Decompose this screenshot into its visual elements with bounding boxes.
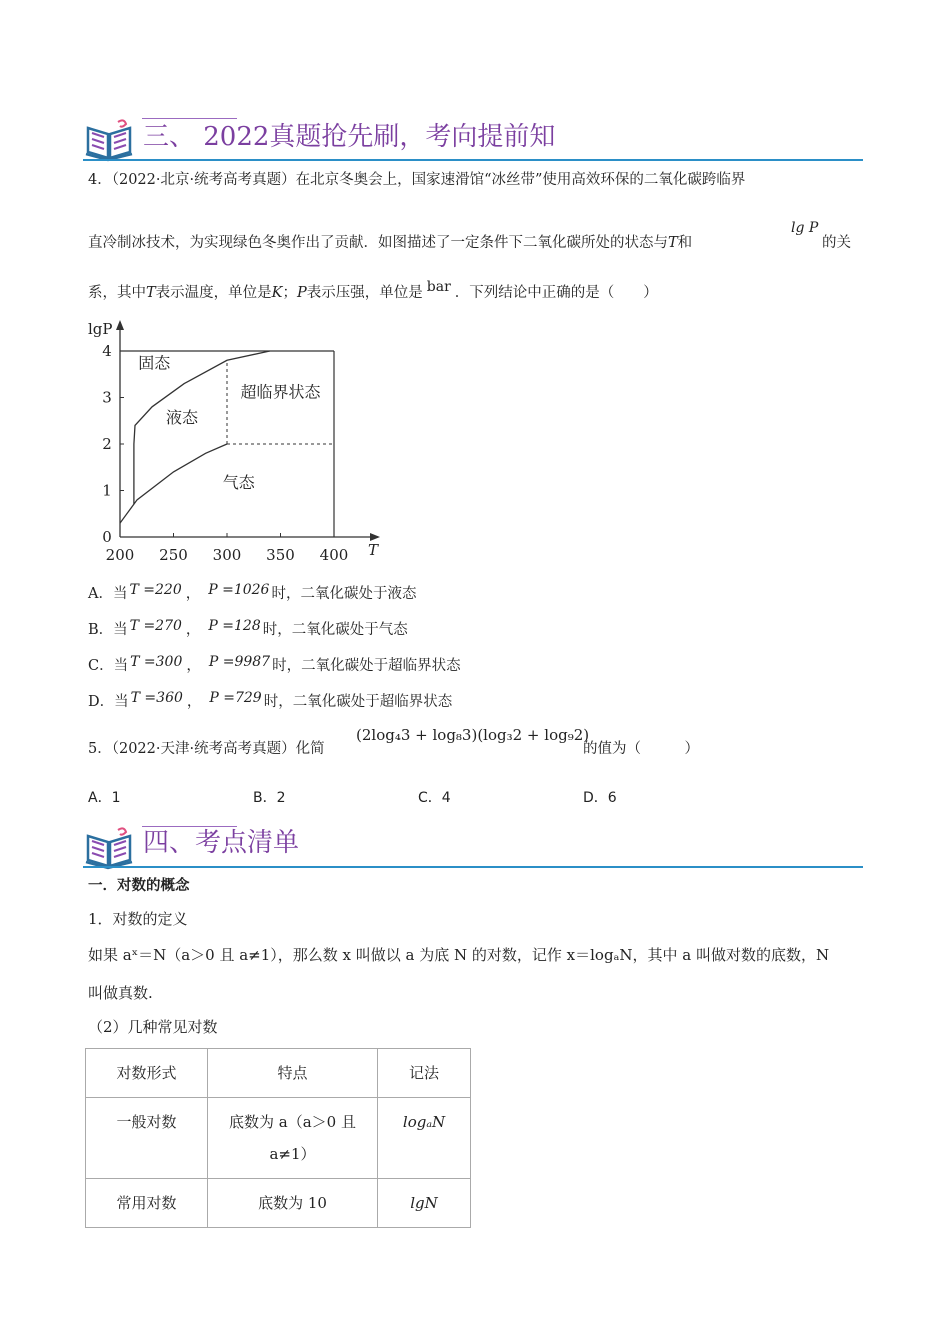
q4-option-tail: 时，二氧化碳处于超临界状态 xyxy=(272,658,461,674)
q4-option-T: T =360 xyxy=(130,690,183,706)
table-row xyxy=(86,1098,471,1179)
table-header-row xyxy=(86,1049,471,1098)
y-axis-arrow xyxy=(116,320,124,330)
unit-bar: bar xyxy=(426,279,451,295)
table-cell-line: 底数为 a（a＞0 且 xyxy=(229,1113,356,1131)
book-icon xyxy=(84,826,136,870)
q4-line3 xyxy=(88,279,658,304)
x-tick-label: 350 xyxy=(266,546,295,564)
table-cell: 一般对数 xyxy=(86,1098,208,1179)
y-tick-label: 4 xyxy=(102,342,112,360)
y-tick-label: 0 xyxy=(102,528,112,546)
kp-definition-2: 叫做真数. xyxy=(88,984,153,1002)
q5-text-b: 的值为（ ） xyxy=(583,741,699,757)
q4-option-sep: ， xyxy=(186,694,202,710)
kp-definition-1: 如果 aˣ＝N（a＞0 且 a≠1），那么数 x 叫做以 a 为底 N 的对数，记作 x＝logₐN，其中 a 叫做对数的底数，N xyxy=(88,946,830,964)
x-tick-label: 300 xyxy=(212,546,242,564)
region-label: 气态 xyxy=(222,473,255,493)
y-axis-label: lgP xyxy=(88,320,113,338)
x-tick-label: 200 xyxy=(105,546,135,564)
section-title: 四、考点清单 xyxy=(143,828,300,858)
q4-option-label: A．当 xyxy=(88,586,128,602)
x-tick-label: 250 xyxy=(159,546,188,564)
q4-option-sep: ， xyxy=(186,658,201,674)
q5-option-d: D．6 xyxy=(583,790,617,806)
var-t2: T xyxy=(146,285,156,301)
q4-option-tail: 时，二氧化碳处于超临界状态 xyxy=(263,694,453,710)
q4-option-tail: 时，二氧化碳处于液态 xyxy=(271,586,417,602)
q4-line2-end: 的关 xyxy=(822,235,851,251)
table-cell-line: a≠1） xyxy=(269,1145,316,1163)
q4-line3-d: 表示压强，单位是 xyxy=(306,285,423,301)
q4-line3-b: 表示温度，单位是 xyxy=(155,285,272,301)
kp-heading-3: （2）几种常见对数 xyxy=(88,1018,218,1036)
var-p: P xyxy=(297,285,307,301)
q4-line1: 4．（2022·北京·统考高考真题）在北京冬奥会上，国家速滑馆“冰丝带”使用高效环保的二氧化碳跨临界 xyxy=(88,172,746,188)
table-header: 记法 xyxy=(378,1049,471,1098)
q4-option xyxy=(88,583,416,605)
book-icon xyxy=(84,118,136,162)
q4-line3-c: ； xyxy=(282,285,298,301)
q4-option xyxy=(88,619,408,641)
var-t: T xyxy=(668,235,678,251)
q5-option-c: C．4 xyxy=(418,790,451,806)
q4-option xyxy=(88,655,461,677)
q4-option-label: D．当 xyxy=(88,694,129,710)
q4-option-T: T =270 xyxy=(129,618,182,634)
x-axis-arrow xyxy=(370,533,380,541)
table-row xyxy=(86,1179,471,1228)
table-cell: 常用对数 xyxy=(86,1179,208,1228)
q4-line3-a: 系，其中 xyxy=(88,285,146,301)
region-label: 超临界状态 xyxy=(240,382,321,402)
q5-option-b: B．2 xyxy=(253,790,286,806)
q5-option-a: A．1 xyxy=(88,790,121,806)
kp-heading-2: 1．对数的定义 xyxy=(88,910,188,928)
q4-option-sep: ， xyxy=(185,586,201,602)
table-cell: lgN xyxy=(378,1179,471,1228)
q4-option-T: T =220 xyxy=(129,582,182,598)
q4-option-P: P =9987 xyxy=(208,654,271,670)
y-tick-label: 2 xyxy=(102,435,112,453)
q4-option-label: B．当 xyxy=(88,622,128,638)
y-tick-label: 1 xyxy=(102,481,112,500)
q4-option-P: P =1026 xyxy=(208,582,270,598)
q4-line2-text: 直冷制冰技术，为实现绿色冬奥作出了贡献．如图描述了一定条件下二氧化碳所处的状态与 xyxy=(88,235,668,251)
table-cell xyxy=(208,1098,378,1179)
q4-line3-e: ．下列结论中正确的是（ ） xyxy=(454,285,658,301)
q4-option-P: P =729 xyxy=(209,690,262,706)
q4-option-label: C．当 xyxy=(88,658,129,674)
phase-diagram-chart xyxy=(80,310,400,568)
q4-line2 xyxy=(88,232,692,254)
q4-option-sep: ， xyxy=(185,622,201,638)
var-k: K xyxy=(271,285,283,301)
q4-option-T: T =300 xyxy=(130,654,183,670)
table-cell: 底数为 10 xyxy=(208,1179,378,1228)
region-label: 固态 xyxy=(138,353,171,373)
y-tick-label: 3 xyxy=(102,388,112,407)
region-label: 液态 xyxy=(166,408,199,428)
section-title: 三、 2022真题抢先刷，考向提前知 xyxy=(143,122,556,152)
q4-option-P: P =128 xyxy=(208,618,261,634)
kp-heading-1: 一．对数的概念 xyxy=(88,877,190,894)
q4-option-tail: 时，二氧化碳处于气态 xyxy=(262,622,408,638)
q4-line2-and: 和 xyxy=(677,235,693,251)
q4-option xyxy=(88,691,452,713)
table-header: 特点 xyxy=(208,1049,378,1098)
phase-boundary-1 xyxy=(120,444,227,523)
q5-expression: (2log₄3 + log₈3)(log₃2 + log₉2) xyxy=(356,726,590,744)
table-header: 对数形式 xyxy=(86,1049,208,1098)
x-tick-label: 400 xyxy=(319,546,349,564)
x-axis-label: T xyxy=(368,541,379,559)
log-types-table xyxy=(85,1048,471,1228)
var-lgp: lg P xyxy=(791,220,819,236)
q5-text-a: 5．（2022·天津·统考高考真题）化简 xyxy=(88,741,325,757)
table-cell: logₐN xyxy=(378,1098,471,1179)
